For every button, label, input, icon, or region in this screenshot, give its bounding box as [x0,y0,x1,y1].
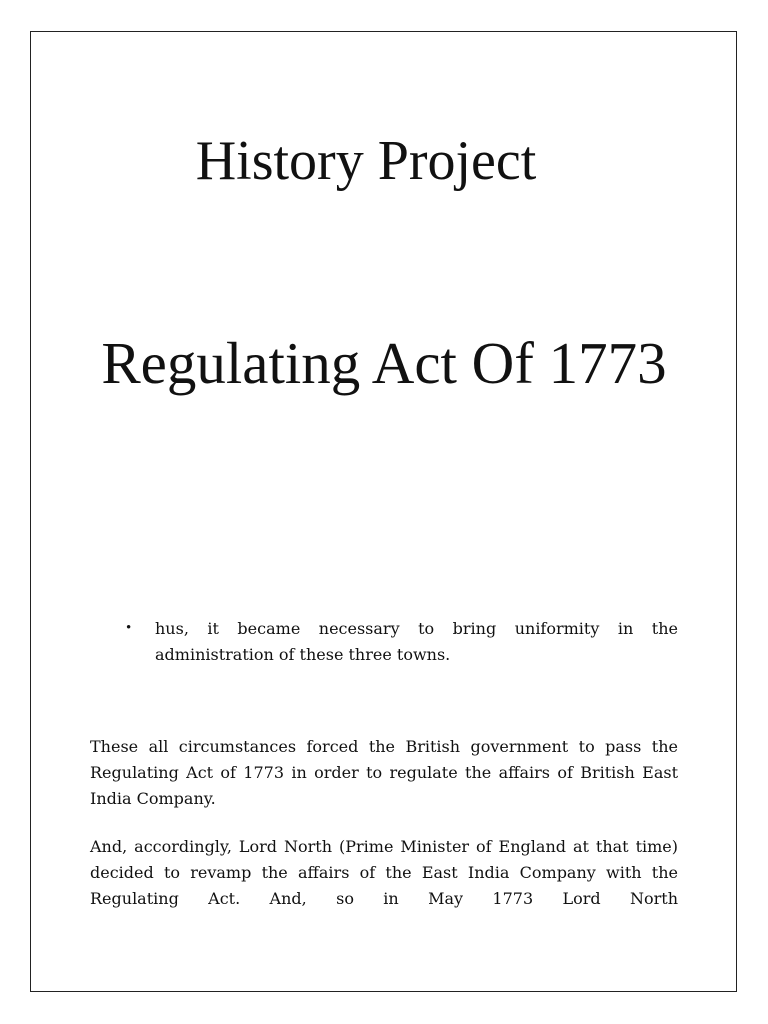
bullet-list-item [126,616,678,668]
bullet-text: hus, it became necessary to bring uniformity in the administration of these three towns. [155,619,678,664]
document-subtitle: Regulating Act Of 1773 [101,330,667,396]
document-title: History Project [195,130,537,192]
body-paragraph: These all circumstances forced the British government to pass the Regulating Act of 1773 in order to regulate the affairs of British East India Company. [90,737,678,808]
bullet-marker: • [126,620,132,636]
body-paragraph: And, accordingly, Lord North (Prime Minister of England at that time) decided to revamp the affairs of the East India Company with the Regulating Act. And, so in May 1773 Lord North [90,837,678,908]
